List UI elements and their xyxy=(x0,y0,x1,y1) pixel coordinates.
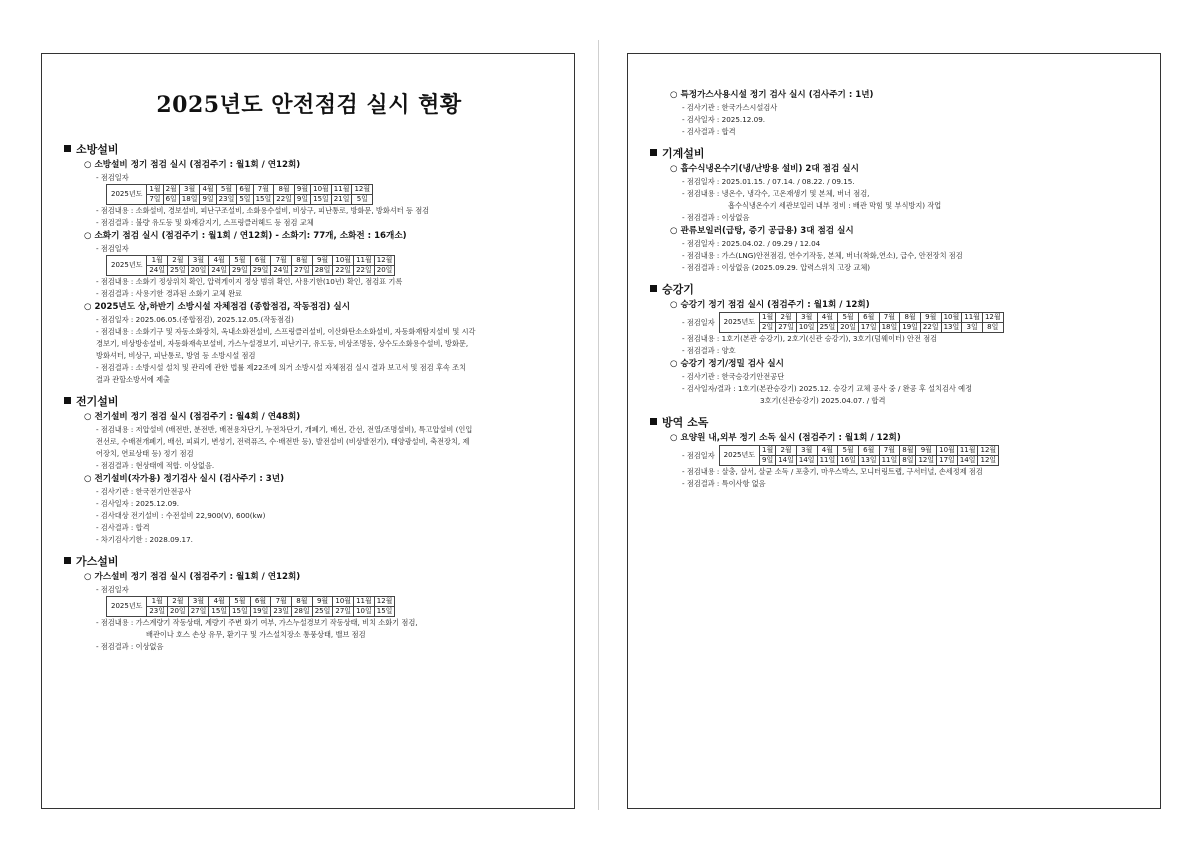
month-header-cell: 3월 xyxy=(188,256,209,266)
day-cell: 9일 xyxy=(294,195,310,205)
date-line: - 점검일자 : 2025.04.02. / 09.29 / 12.04 xyxy=(682,239,821,248)
day-cell: 19일 xyxy=(900,323,921,333)
section-heading-disinfection: 방역 소독 xyxy=(650,415,1142,431)
schedule-table xyxy=(719,445,1000,466)
month-header-cell: 3월 xyxy=(179,185,200,195)
month-header-cell: 4월 xyxy=(817,446,838,456)
day-cell: 24일 xyxy=(147,266,168,276)
content-line: - 점검내용 : 1호기(본관 승강기), 2호기(신관 승강기), 3호기(덤웨이터) 안전 점검 xyxy=(682,334,938,343)
circle-bullet-icon: ○ xyxy=(84,231,92,241)
day-cell: 18일 xyxy=(879,323,900,333)
month-header-cell: 9월 xyxy=(312,597,333,607)
month-header-cell: 8월 xyxy=(292,597,313,607)
section-heading-electric: 전기설비 xyxy=(64,394,556,410)
day-row xyxy=(107,195,373,205)
date-line: - 검사일자/결과 : 1호기(본관승강기) 2025.12. 승강기 교체 공사 중 / 완공 후 설치검사 예정 xyxy=(682,384,973,393)
subsection-title: ○ 전기설비(자가용) 정기검사 실시 (검사주기 : 3년) xyxy=(84,474,285,484)
month-header-cell: 12월 xyxy=(352,185,373,195)
day-cell: 15일 xyxy=(230,607,251,617)
circle-bullet-icon: ○ xyxy=(670,90,678,100)
schedule-table xyxy=(719,312,1004,333)
month-header-cell: 6월 xyxy=(858,446,879,456)
day-cell: 25일 xyxy=(312,607,333,617)
square-bullet-icon xyxy=(64,145,71,152)
section-heading-elevator: 승강기 xyxy=(650,282,1142,298)
agency-line: - 검사기관 : 한국승강기안전공단 xyxy=(682,372,785,381)
month-row xyxy=(107,256,395,266)
result-line: - 검사결과 : 합격 xyxy=(682,127,736,136)
content-line: 방화셔터, 비상구, 피난통로, 방염 등 소방시설 점검 xyxy=(96,351,256,360)
day-cell: 7일 xyxy=(147,195,163,205)
result-line: - 점검결과 : 소방시설 설치 및 관리에 관한 법률 제22조에 의거 소방시설 자체점검 실시 결과 보고서 및 점검 후속 조치 xyxy=(96,363,467,372)
day-cell: 10일 xyxy=(796,323,817,333)
subsection-title: ○ 승강기 정기 점검 실시 (점검주기 : 월1회 / 12회) xyxy=(670,300,870,310)
day-row xyxy=(107,607,395,617)
month-header-cell: 6월 xyxy=(250,256,271,266)
day-cell: 14일 xyxy=(796,456,817,466)
content-line: 전선로, 수배전개폐기, 배선, 피뢰기, 변성기, 전력퓨즈, 수·배전반 등), 발전설비 (비상발전기), 태양광설비, 축전장치, 제 xyxy=(96,437,470,446)
content-line: - 점검내용 : 가스계량기 작동상태, 계량기 주변 화기 여부, 가스누설경보기 작동상태, 비치 소화기 점검, xyxy=(96,618,418,627)
day-cell: 9일 xyxy=(200,195,216,205)
document-title: 2025년도 안전점검 실시 현황 xyxy=(156,92,462,118)
label-line: - 점검일자 xyxy=(96,585,129,594)
day-cell: 13일 xyxy=(858,456,879,466)
circle-bullet-icon: ○ xyxy=(84,474,92,484)
label-line: - 점검일자 xyxy=(96,244,129,253)
square-bullet-icon xyxy=(650,149,657,156)
section-heading-gas: 가스설비 xyxy=(64,554,556,570)
month-header-cell: 9월 xyxy=(312,256,333,266)
day-cell: 28일 xyxy=(292,607,313,617)
day-cell: 18일 xyxy=(179,195,200,205)
day-cell: 20일 xyxy=(168,607,189,617)
subsection-title: ○ 승강기 정기/정밀 검사 실시 xyxy=(670,359,784,369)
month-header-cell: 8월 xyxy=(292,256,313,266)
day-cell: 5일 xyxy=(352,195,373,205)
result-line: - 점검결과 : 특이사항 없음 xyxy=(682,479,766,488)
schedule-table-fire xyxy=(106,184,556,205)
month-header-cell: 10월 xyxy=(941,313,962,323)
month-header-cell: 9월 xyxy=(294,185,310,195)
circle-bullet-icon: ○ xyxy=(84,160,92,170)
subsection-title: ○ 특정가스사용시설 정기 검사 실시 (검사주기 : 1년) xyxy=(670,90,874,100)
agency-line: - 검사기관 : 한국가스시설검사 xyxy=(682,103,778,112)
day-cell: 27일 xyxy=(333,607,354,617)
day-cell: 24일 xyxy=(271,266,292,276)
day-cell: 27일 xyxy=(188,607,209,617)
day-cell: 14일 xyxy=(957,456,978,466)
day-cell: 24일 xyxy=(209,266,230,276)
day-cell: 8일 xyxy=(900,456,916,466)
content-line: - 점검내용 : 소화기구 및 자동소화장치, 옥내소화전설비, 스프링클러설비, 이산화탄소소화설비, 자동화재탐지설비 및 시각 xyxy=(96,327,476,336)
month-header-cell: 2월 xyxy=(776,446,797,456)
subsection-title: ○ 2025년도 상,하반기 소방시설 자체점검 (종합점검, 작동점검) 실시 xyxy=(84,302,350,312)
document-page-1 xyxy=(41,53,575,809)
month-header-cell: 10월 xyxy=(333,597,354,607)
day-cell: 29일 xyxy=(250,266,271,276)
month-header-cell: 7월 xyxy=(879,313,900,323)
year-cell: 2025년도 xyxy=(107,185,147,205)
schedule-table xyxy=(106,255,395,276)
month-header-cell: 11월 xyxy=(354,597,375,607)
subsection-title: ○ 요양원 내,외부 정기 소독 실시 (점검주기 : 월1회 / 12회) xyxy=(670,433,901,443)
year-cell: 2025년도 xyxy=(719,313,759,333)
month-header-cell: 5월 xyxy=(838,446,859,456)
day-cell: 15일 xyxy=(311,195,332,205)
day-cell: 20일 xyxy=(838,323,859,333)
content-line: 흡수식냉온수기 세관보일러 내부 정비 : 배관 막힘 및 부식방지) 작업 xyxy=(728,201,942,210)
month-row xyxy=(719,446,999,456)
month-header-cell: 9월 xyxy=(920,313,941,323)
circle-bullet-icon: ○ xyxy=(670,433,678,443)
circle-bullet-icon: ○ xyxy=(84,302,92,312)
year-cell: 2025년도 xyxy=(719,446,759,466)
circle-bullet-icon: ○ xyxy=(84,572,92,582)
month-header-cell: 12월 xyxy=(374,256,395,266)
month-header-cell: 12월 xyxy=(374,597,395,607)
schedule-table xyxy=(106,596,395,617)
target-line: - 검사대상 전기설비 : 수전설비 22,900(V), 600(kw) xyxy=(96,511,266,520)
month-header-cell: 10월 xyxy=(333,256,354,266)
result-line: 결과 관할소방서에 제출 xyxy=(96,375,171,384)
day-cell: 16일 xyxy=(838,456,859,466)
month-header-cell: 1월 xyxy=(147,185,163,195)
month-header-cell: 6월 xyxy=(858,313,879,323)
square-bullet-icon xyxy=(650,418,657,425)
month-header-cell: 6월 xyxy=(237,185,253,195)
day-cell: 11일 xyxy=(879,456,900,466)
month-header-cell: 8월 xyxy=(900,446,916,456)
date-line: 3호기(신관승강기) 2025.04.07. / 합격 xyxy=(760,396,886,405)
day-row xyxy=(719,323,1003,333)
month-header-cell: 5월 xyxy=(230,597,251,607)
month-header-cell: 4월 xyxy=(209,256,230,266)
content-line: 어장치, 연료상태 등) 정기 점검 xyxy=(96,449,194,458)
document-page-2 xyxy=(627,53,1161,809)
content-line: - 점검내용 : 가스(LNG)안전점검, 연수기작동, 본체, 버너(착화,연소), 급수, 안전장치 점검 xyxy=(682,251,963,260)
content-line: - 점검내용 : 소화설비, 경보설비, 피난구조설비, 소화용수설비, 비상구, 피난통로, 방화문, 방화셔터 등 점검 xyxy=(96,206,430,215)
day-cell: 22일 xyxy=(920,323,941,333)
month-header-cell: 11월 xyxy=(331,185,352,195)
subsection-title: ○ 소화기 점검 실시 (점검주기 : 월1회 / 연12회) - 소화기: 77개, 소화전 : 16개소) xyxy=(84,231,407,241)
circle-bullet-icon: ○ xyxy=(670,226,678,236)
square-bullet-icon xyxy=(64,397,71,404)
date-line: - 검사일자 : 2025.12.09. xyxy=(96,499,180,508)
day-cell: 23일 xyxy=(271,607,292,617)
day-cell: 22일 xyxy=(333,266,354,276)
circle-bullet-icon: ○ xyxy=(670,300,678,310)
schedule-table-extinguisher xyxy=(106,255,556,276)
section-heading-fire: 소방설비 xyxy=(64,142,556,158)
month-header-cell: 10월 xyxy=(311,185,332,195)
day-cell: 11일 xyxy=(817,456,838,466)
year-cell: 2025년도 xyxy=(107,597,147,617)
label-line: - 점검일자 xyxy=(682,317,715,327)
month-header-cell: 7월 xyxy=(253,185,274,195)
content-line: 경보기, 비상방송설비, 자동화재속보설비, 가스누설경보기, 피난기구, 유도등, 비상조명등, 상수도소화용수설비, 방화문, xyxy=(96,339,469,348)
month-header-cell: 7월 xyxy=(271,256,292,266)
day-cell: 12일 xyxy=(978,456,999,466)
month-header-cell: 6월 xyxy=(250,597,271,607)
circle-bullet-icon: ○ xyxy=(670,164,678,174)
day-cell: 17일 xyxy=(858,323,879,333)
month-row xyxy=(719,313,1003,323)
month-header-cell: 11월 xyxy=(962,313,983,323)
page-1-content xyxy=(64,142,556,653)
day-cell: 19일 xyxy=(250,607,271,617)
day-cell: 27일 xyxy=(776,323,797,333)
day-cell: 23일 xyxy=(216,195,237,205)
day-cell: 15일 xyxy=(253,195,274,205)
month-header-cell: 5월 xyxy=(838,313,859,323)
date-line: - 점검일자 : 2025.06.05.(종합점검), 2025.12.05.(작동점검) xyxy=(96,315,294,324)
month-row xyxy=(107,597,395,607)
page-2-content xyxy=(650,88,1142,490)
subsection-title: ○ 전기설비 정기 점검 실시 (점검주기 : 월4회 / 연48회) xyxy=(84,412,301,422)
square-bullet-icon xyxy=(64,557,71,564)
month-header-cell: 12월 xyxy=(982,313,1003,323)
result-line: - 점검결과 : 이상없음 (2025.09.29. 압력스위치 고장 교체) xyxy=(682,263,871,272)
content-line: - 점검내용 : 저압설비 (배전반, 분전반, 배전용차단기, 누전차단기, 개폐기, 배선, 간선, 전열/조명설비), 특고압설비 (인입 xyxy=(96,425,473,434)
day-cell: 10일 xyxy=(354,607,375,617)
month-header-cell: 10월 xyxy=(937,446,958,456)
day-cell: 9일 xyxy=(760,456,776,466)
month-header-cell: 11월 xyxy=(354,256,375,266)
year-cell: 2025년도 xyxy=(107,256,147,276)
result-line: - 검사결과 : 합격 xyxy=(96,523,150,532)
month-header-cell: 7월 xyxy=(879,446,900,456)
day-cell: 12일 xyxy=(916,456,937,466)
month-header-cell: 3월 xyxy=(796,446,817,456)
day-cell: 23일 xyxy=(147,607,168,617)
result-line: - 점검결과 : 이상없음 xyxy=(96,642,164,651)
month-header-cell: 8월 xyxy=(900,313,921,323)
subsection-title: ○ 흡수식냉온수기(냉/난방용 설비) 2대 점검 실시 xyxy=(670,164,859,174)
month-header-cell: 1월 xyxy=(147,256,168,266)
month-header-cell: 5월 xyxy=(216,185,237,195)
day-cell: 13일 xyxy=(941,323,962,333)
day-cell: 14일 xyxy=(776,456,797,466)
schedule-row-elevator xyxy=(650,312,1142,333)
content-line: - 점검내용 : 살충, 살서, 살균 소독 / 포충기, 마우스박스, 모니터링트랩, 구서터널, 손세정제 점검 xyxy=(682,467,983,476)
schedule-row-disinfection xyxy=(650,445,1142,466)
circle-bullet-icon: ○ xyxy=(670,359,678,369)
subsection-title: ○ 소방설비 정기 점검 실시 (점검주기 : 월1회 / 연12회) xyxy=(84,160,301,170)
day-row xyxy=(719,456,999,466)
day-cell: 22일 xyxy=(354,266,375,276)
schedule-table-gas xyxy=(106,596,556,617)
day-cell: 29일 xyxy=(230,266,251,276)
day-cell: 5일 xyxy=(237,195,253,205)
label-line: - 점검일자 xyxy=(96,173,129,182)
content-line: 배관이나 호스 손상 유무, 환기구 및 가스설치장소 통풍상태, 밸브 점검 xyxy=(146,630,366,639)
page-divider xyxy=(598,40,599,810)
day-cell: 21일 xyxy=(331,195,352,205)
month-header-cell: 4월 xyxy=(200,185,216,195)
month-header-cell: 7월 xyxy=(271,597,292,607)
day-cell: 25일 xyxy=(168,266,189,276)
result-line: - 점검결과 : 사용기한 경과된 소화기 교체 완료 xyxy=(96,289,242,298)
day-cell: 6일 xyxy=(163,195,179,205)
month-header-cell: 2월 xyxy=(776,313,797,323)
result-line: - 점검결과 : 현상태에 적합. 이상없음. xyxy=(96,461,215,470)
month-header-cell: 3월 xyxy=(796,313,817,323)
result-line: - 점검결과 : 이상없음 xyxy=(682,213,750,222)
date-line: - 검사일자 : 2025.12.09. xyxy=(682,115,766,124)
month-header-cell: 4월 xyxy=(209,597,230,607)
month-header-cell: 2월 xyxy=(168,597,189,607)
day-cell: 20일 xyxy=(374,266,395,276)
month-header-cell: 12월 xyxy=(978,446,999,456)
month-header-cell: 4월 xyxy=(817,313,838,323)
day-cell: 28일 xyxy=(312,266,333,276)
result-line: - 점검결과 : 양호 xyxy=(682,346,736,355)
month-header-cell: 5월 xyxy=(230,256,251,266)
agency-line: - 검사기관 : 한국전기안전공사 xyxy=(96,487,192,496)
month-header-cell: 1월 xyxy=(760,313,776,323)
label-line: - 점검일자 xyxy=(682,450,715,460)
square-bullet-icon xyxy=(650,285,657,292)
day-cell: 27일 xyxy=(292,266,313,276)
section-heading-mechanical: 기계설비 xyxy=(650,146,1142,162)
day-cell: 20일 xyxy=(188,266,209,276)
day-cell: 17일 xyxy=(937,456,958,466)
day-cell: 2일 xyxy=(760,323,776,333)
month-header-cell: 8월 xyxy=(274,185,295,195)
schedule-table xyxy=(106,184,373,205)
circle-bullet-icon: ○ xyxy=(84,412,92,422)
month-header-cell: 9월 xyxy=(916,446,937,456)
month-header-cell: 2월 xyxy=(168,256,189,266)
month-header-cell: 3월 xyxy=(188,597,209,607)
date-line: - 점검일자 : 2025.01.15. / 07.14. / 08.22. / 09.15. xyxy=(682,177,855,186)
month-header-cell: 1월 xyxy=(147,597,168,607)
result-line: - 점검결과 : 불량 유도등 및 화재감지기, 스프링클러헤드 등 점검 교체 xyxy=(96,218,314,227)
day-cell: 25일 xyxy=(817,323,838,333)
day-cell: 15일 xyxy=(209,607,230,617)
day-row xyxy=(107,266,395,276)
day-cell: 8일 xyxy=(982,323,1003,333)
month-header-cell: 1월 xyxy=(760,446,776,456)
month-row xyxy=(107,185,373,195)
month-header-cell: 2월 xyxy=(163,185,179,195)
day-cell: 15일 xyxy=(374,607,395,617)
day-cell: 22일 xyxy=(274,195,295,205)
content-line: - 점검내용 : 소화기 정상위치 확인, 압력게이지 정상 범위 확인, 사용기한(10년) 확인, 점검표 기록 xyxy=(96,277,403,286)
subsection-title: ○ 관류보일러(급탕, 증기 공급용) 3대 점검 실시 xyxy=(670,226,854,236)
next-inspection-line: - 차기검사기한 : 2028.09.17. xyxy=(96,535,193,544)
subsection-title: ○ 가스설비 정기 점검 실시 (점검주기 : 월1회 / 연12회) xyxy=(84,572,301,582)
content-line: - 점검내용 : 냉온수, 냉각수, 고온재생기 및 본체, 버너 점검, xyxy=(682,189,870,198)
month-header-cell: 11월 xyxy=(957,446,978,456)
day-cell: 3일 xyxy=(962,323,983,333)
